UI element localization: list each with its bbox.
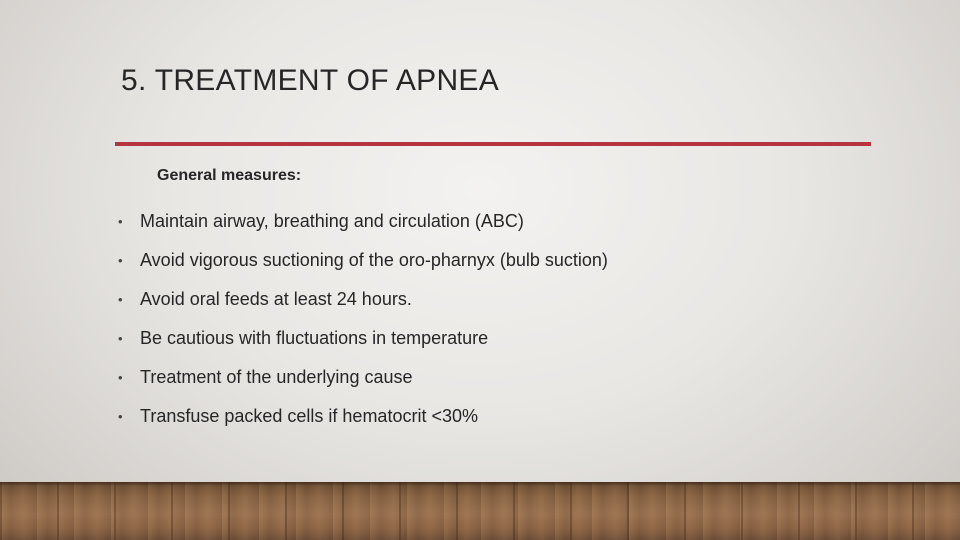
bullet-list xyxy=(118,202,608,436)
bullet-text: Maintain airway, breathing and circulation (ABC) xyxy=(140,211,524,231)
title-underline xyxy=(115,142,871,146)
bullet-icon: • xyxy=(118,331,123,346)
bullet-text: Avoid oral feeds at least 24 hours. xyxy=(140,289,412,309)
bullet-icon: • xyxy=(118,214,123,229)
bullet-item xyxy=(118,358,608,397)
bullet-text: Treatment of the underlying cause xyxy=(140,367,413,387)
bullet-icon: • xyxy=(118,253,123,268)
bullet-item xyxy=(118,241,608,280)
bullet-text: Avoid vigorous suctioning of the oro-pharnyx (bulb suction) xyxy=(140,250,608,270)
bullet-text: Transfuse packed cells if hematocrit <30% xyxy=(140,406,478,426)
bullet-text: Be cautious with fluctuations in temperature xyxy=(140,328,489,348)
bullet-icon: • xyxy=(118,370,123,385)
bullet-item xyxy=(118,319,608,358)
subheading: General measures: xyxy=(157,167,302,184)
bullet-icon: • xyxy=(118,409,123,424)
bullet-item xyxy=(118,397,608,436)
slide-title: 5. TREATMENT OF APNEA xyxy=(121,64,500,97)
bullet-item xyxy=(118,202,608,241)
wood-floor-decoration xyxy=(0,482,960,540)
bullet-item xyxy=(118,280,608,319)
bullet-icon: • xyxy=(118,292,123,307)
floor-shadow xyxy=(0,482,960,486)
